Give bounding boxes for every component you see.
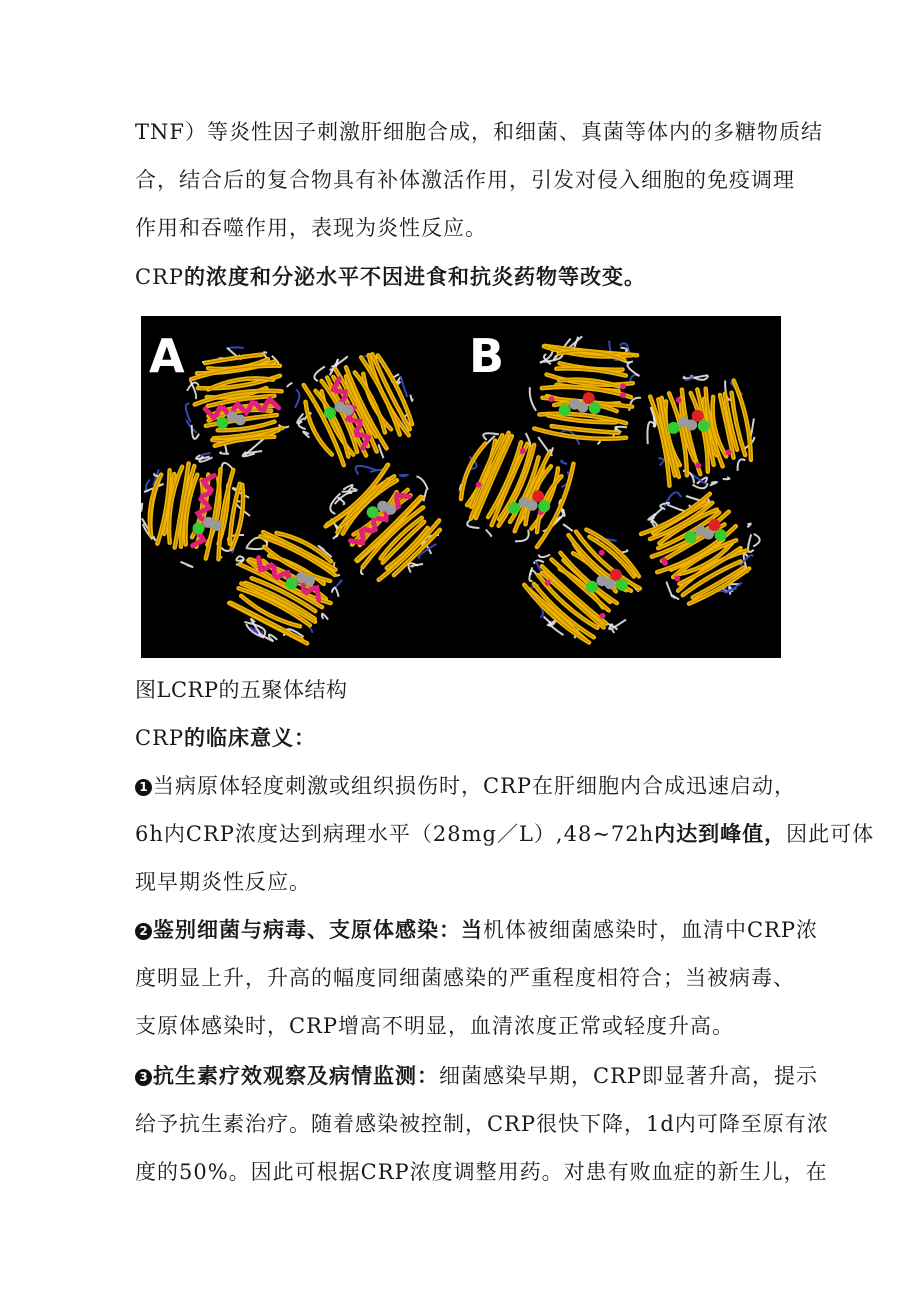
paragraph-inflammation — [135, 108, 823, 252]
figure-caption: 图LCRP的五聚体结构 — [135, 678, 348, 702]
text-line: 支原体感染时，CRP增高不明显，血清浓度正常或轻度升高。 — [135, 1014, 735, 1038]
text-line: 度明显上升，升高的幅度同细菌感染的严重程度相符合；当被病毒、 — [135, 966, 795, 990]
item-1 — [135, 762, 875, 906]
clinical-prefix: CRP — [135, 726, 185, 750]
clinical-heading — [135, 714, 795, 762]
item-1-line-2-tail: 因此可体 — [786, 822, 875, 846]
statement-bold-text: 的浓度和分泌水平不因进食和抗炎药物等改变。 — [184, 264, 647, 289]
crp-statement — [135, 253, 795, 301]
text-line — [135, 1052, 819, 1100]
text-line: 现早期炎性反应。 — [135, 870, 311, 894]
item-2 — [135, 906, 819, 1050]
item-3-title: 抗生素疗效观察及病情监测： — [153, 1063, 439, 1088]
number-badge-2: 2 — [135, 923, 152, 940]
item-1-line-1: 当病原体轻度刺激或组织损伤时，CRP在肝细胞内合成迅速启动， — [153, 774, 797, 798]
clinical-bold-text: 的临床意义： — [184, 725, 317, 750]
text-line: TNF）等炎性因子刺激肝细胞合成，和细菌、真菌等体内的多糖物质结 — [135, 120, 823, 144]
panel-a-label: A — [149, 329, 185, 383]
text-line: 合，结合后的复合物具有补体激活作用，引发对侵入细胞的免疫调理 — [135, 168, 795, 192]
number-badge-1: 1 — [135, 779, 152, 796]
pentamer-illustration — [141, 316, 781, 658]
item-3 — [135, 1052, 829, 1196]
crp-pentamer-figure — [141, 316, 781, 658]
text-line — [135, 762, 795, 810]
item-2-title: 鉴别细菌与病毒、支原体感染：当 — [153, 917, 483, 942]
statement-prefix: CRP — [135, 265, 185, 289]
text-line — [135, 906, 819, 954]
item-2-line-1: 机体被细菌感染时，血清中CRP浓 — [483, 918, 819, 942]
text-line: 给予抗生素治疗。随着感染被控制，CRP很快下降，1d内可降至原有浓 — [135, 1112, 829, 1136]
item-1-line-2: 6h内CRP浓度达到病理水平（28mg／L）,48~72h — [135, 822, 655, 846]
panel-b-label: B — [469, 329, 505, 383]
number-badge-3: 3 — [135, 1069, 152, 1086]
text-line — [135, 810, 875, 858]
text-line: 度的50%。因此可根据CRP浓度调整用药。对患有败血症的新生儿，在 — [135, 1160, 828, 1184]
item-3-line-1: 细菌感染早期，CRP即显著升高，提示 — [439, 1064, 819, 1088]
item-1-bold-peak: 内达到峰值， — [654, 821, 787, 846]
text-line: 作用和吞噬作用，表现为炎性反应。 — [135, 216, 487, 240]
